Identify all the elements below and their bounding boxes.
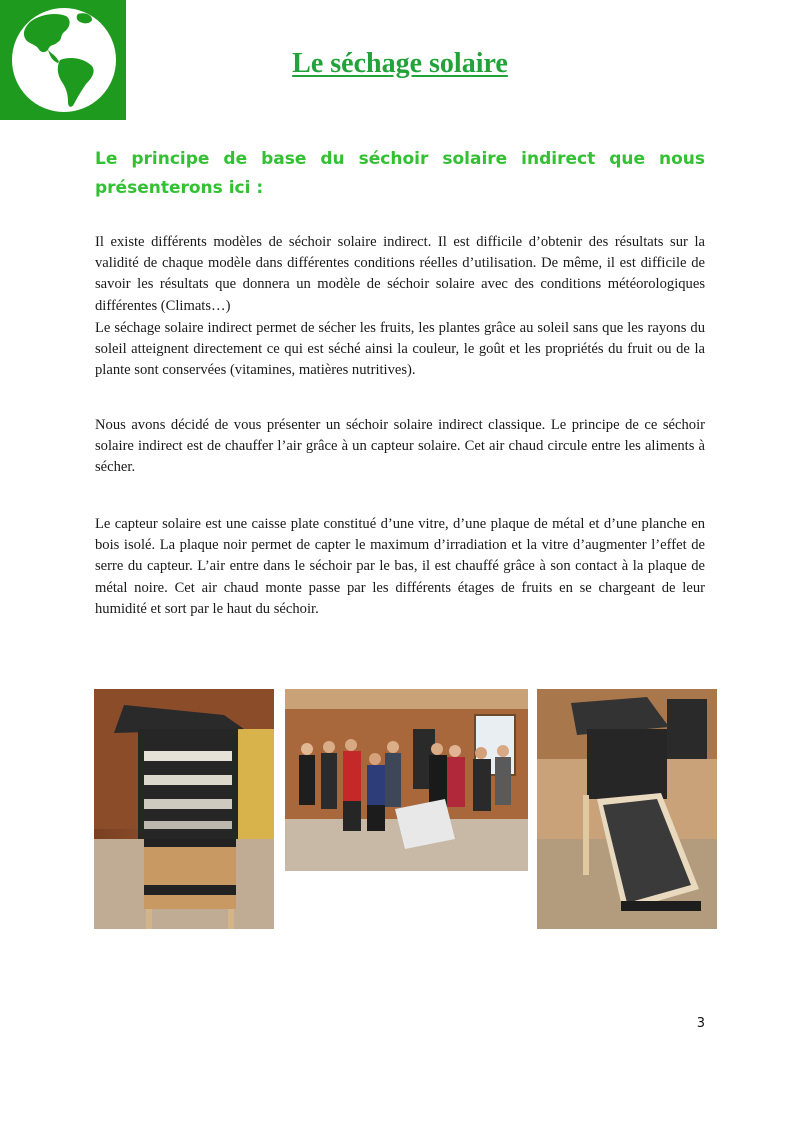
group-photo: [285, 689, 528, 871]
page-number: 3: [696, 1016, 705, 1031]
paragraph-models: Il existe différents modèles de séchoir solaire indirect. Il est difficile d’obtenir des résultats sur la validité de chaque modèle dans différentes conditions réelles d’utilisation. De même, il est difficile de savoir les résultats que donnera un modèle de séchoir solaire avec des conditions météorologiques différentes (Climats…): [95, 234, 705, 314]
solar-dryer-cabinet-photo: [94, 689, 274, 929]
paragraph-classic-dryer: Nous avons décidé de vous présenter un séchoir solaire indirect classique. Le principe de ce séchoir solaire indirect est de chauffer l’air grâce à un capteur solaire. Cet air chaud circule entre les aliments à sécher.: [95, 417, 705, 476]
solar-dryer-collector-photo: [537, 689, 717, 929]
section-heading: Le principe de base du séchoir solaire indirect que nous présenterons ici :: [95, 149, 705, 198]
paragraph-indirect-drying: Le séchage solaire indirect permet de sécher les fruits, les plantes grâce au soleil sans que les rayons du soleil atteignent directement ce qui est séché ainsi la couleur, le goût et les propriétés du fruit ou de la plante sont conservées (vitamines, matières nutritives).: [95, 320, 705, 379]
page-title: Le séchage solaire: [292, 48, 508, 79]
paragraph-solar-collector: Le capteur solaire est une caisse plate constitué d’une vitre, d’une plaque de métal et d’une planche en bois isolé. La plaque noir permet de capter le maximum d’irradiation et la vitre d’augmenter l’effet de serre du capteur. L’air entre dans le séchoir par le bas, il est chauffé grâce à son contact à la plaque de métal noire. Cet air chaud monte passe par les différents étages de fruits en se chargeant de leur humidité et sort par le haut du séchoir.: [95, 516, 705, 617]
